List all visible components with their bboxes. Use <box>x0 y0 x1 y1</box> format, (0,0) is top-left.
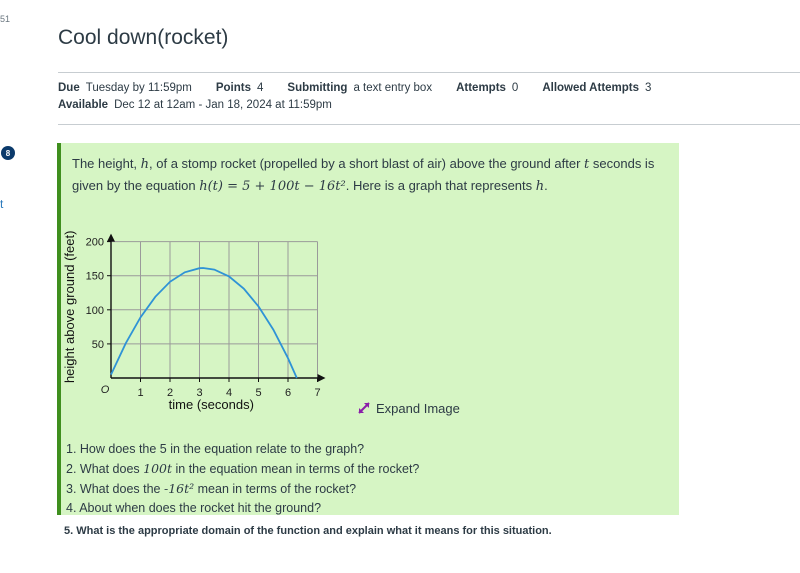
submitting-label: Submitting <box>287 82 348 94</box>
page-title: Cool down(rocket) <box>58 26 229 49</box>
assignment-meta-row <box>58 82 675 94</box>
math-h: h <box>140 157 150 172</box>
y-axis-arrow <box>107 234 115 242</box>
question-1: 1. How does the 5 in the equation relate to the graph? <box>66 442 365 456</box>
edge-fragment-top: 51 <box>0 14 11 24</box>
x-tick-label: 5 <box>255 387 262 399</box>
expand-image-button[interactable] <box>356 400 460 416</box>
question-5: 5. What is the appropriate domain of the function and explain what it means for this situation. <box>64 525 552 537</box>
x-tick-label: 4 <box>225 387 233 399</box>
edge-fragment-link[interactable]: t <box>0 197 4 211</box>
points-label: Points <box>215 82 251 94</box>
math-t: t <box>584 157 590 172</box>
available-value: Dec 12 at 12am - Jan 18, 2024 at 11:59pm <box>114 99 332 111</box>
x-axis-title: time (seconds) <box>168 397 254 412</box>
question-intro: The height, h, of a stomp rocket (propelled by a short blast of air) above the ground after t seconds is given by the equation h(t) = 5 + 100t − 16t². Here is a graph that represents h. <box>72 156 655 194</box>
x-tick-label: 6 <box>284 387 292 399</box>
attempts-value: 0 <box>511 82 519 94</box>
question-3: 3. What does the -16t² mean in terms of the rocket? <box>66 481 357 496</box>
x-tick-label: 2 <box>166 387 174 399</box>
x-tick-label: 1 <box>137 387 144 399</box>
attempts-label: Attempts <box>456 82 506 94</box>
y-tick-label: 200 <box>85 236 104 249</box>
x-axis-arrow <box>318 374 326 382</box>
question-list <box>66 440 419 518</box>
x-tick-label: 3 <box>196 387 203 399</box>
y-axis-title: height above ground (feet) <box>62 230 77 384</box>
divider <box>58 124 800 125</box>
availability-row <box>58 99 332 111</box>
expand-image-label: Expand Image <box>376 400 460 416</box>
question-4: 4. About when does the rocket hit the ground? <box>66 501 322 515</box>
math-h: h <box>535 179 545 194</box>
notification-badge[interactable]: 8 <box>1 146 15 160</box>
due-label: Due <box>58 82 80 94</box>
available-label: Available <box>58 99 109 111</box>
expand-arrows-icon <box>356 400 372 416</box>
height-curve <box>111 268 297 378</box>
x-tick-label: 7 <box>314 387 321 399</box>
origin-label: O <box>100 384 110 396</box>
height-time-graph <box>58 222 338 422</box>
y-tick-label: 150 <box>85 270 104 283</box>
y-tick-label: 100 <box>85 304 104 317</box>
y-tick-label: 50 <box>91 338 104 351</box>
allowed-attempts-value: 3 <box>645 82 652 94</box>
question-2: 2. What does 100t in the equation mean in terms of the rocket? <box>66 461 420 476</box>
divider <box>58 72 800 73</box>
due-value: Tuesday by 11:59pm <box>85 82 192 94</box>
allowed-attempts-label: Allowed Attempts <box>542 82 640 94</box>
points-value: 4 <box>257 82 264 94</box>
math-equation: h(t) = 5 + 100t − 16t² <box>199 179 346 194</box>
submitting-value: a text entry box <box>353 82 433 94</box>
